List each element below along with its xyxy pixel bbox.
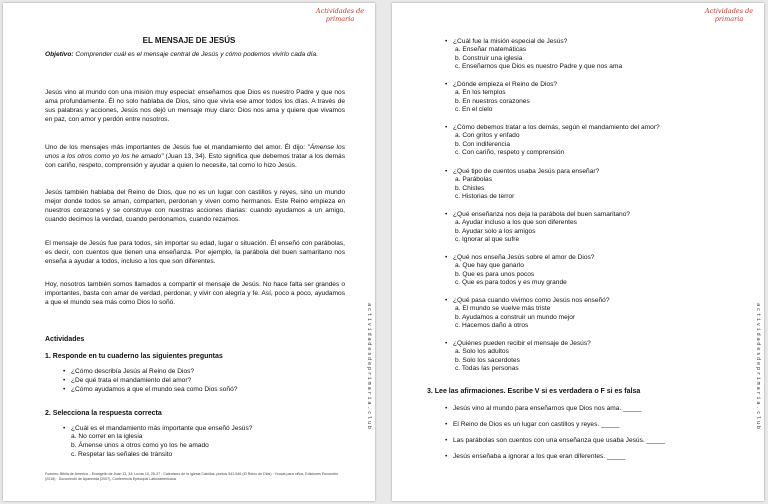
quiz-question: [453, 38, 622, 72]
answer-option: c. Enseñarnos que Dios es nuestro Padre y que nos ama: [455, 63, 623, 71]
watermark-text: actividadesdeprimaria.club: [366, 303, 372, 431]
watermark-text: actividadesdeprimaria.club: [755, 303, 761, 431]
answer-option: c. En el cielo: [455, 106, 493, 114]
question-text: • ¿Quiénes pueden recibir el mensaje de Jesús?: [453, 340, 591, 348]
brand-badge: Actividades de primaria: [704, 7, 754, 23]
site-watermark: [754, 303, 762, 493]
answer-option: c. Todas las personas: [455, 365, 519, 373]
answer-option: b. Con indiferencia: [455, 140, 510, 148]
quiz-question: [453, 254, 594, 288]
answer-option: a. El mundo se vuelve más triste: [455, 305, 551, 313]
question-text: • ¿Cuál fue la misión especial de Jesús?: [453, 38, 622, 46]
activities-heading: Actividades: [45, 336, 85, 343]
quiz-question: [453, 168, 599, 202]
brand-badge: Actividades de primaria: [315, 7, 365, 23]
answer-option: a. No correr en la iglesia: [71, 433, 143, 440]
answer-option: b. En nuestros corazones: [455, 97, 530, 105]
question-text: • ¿Qué nos enseña Jesús sobre el amor de Dios?: [453, 254, 594, 262]
section-1-heading: 1. Responde en tu cuaderno las siguientes preguntas: [45, 353, 223, 360]
answer-option: a. Parábolas: [455, 176, 493, 184]
quiz-question: [453, 124, 660, 158]
sources-footnote: Fuentes: Biblia de América – Evangelio de Juan 13, 34; Lucas 10, 25-37 · Catecismo de la Iglesia Católica, puntos 541-546 (El Reino de Dios) · Youcat para niños, Ediciones Encuentro (2018) · Documento de Aparecida (2007), Conferencia Episcopal Latinoamericana: [45, 472, 339, 481]
answer-option: b. Que es para unos pocos: [455, 270, 535, 278]
open-question: • ¿Cómo describía Jesús al Reino de Dios?: [71, 367, 237, 376]
paragraph-2: [45, 143, 345, 170]
answer-option: b. Ámense unos a otros como yo los he amado: [71, 442, 209, 449]
section-2-heading: 2. Selecciona la respuesta correcta: [45, 410, 162, 417]
quiz-question: [453, 211, 630, 245]
worksheet-page-2: [392, 3, 764, 501]
worksheet-page-1: [3, 3, 375, 501]
true-false-statement: • El Reino de Dios es un lugar con castillos y reyes. _____: [453, 421, 619, 429]
paragraph-2-start: Uno de los mensajes más importantes de Jesús fue el mandamiento del amor. Él dijo:: [45, 144, 308, 151]
open-question: • ¿De qué trata el mandamiento del amor?: [71, 376, 237, 385]
answer-option: a. Enseñar matemáticas: [455, 46, 527, 54]
answer-option: a. Con gritos y enfado: [455, 132, 520, 140]
question-text: • ¿Qué tipo de cuentos usaba Jesús para enseñar?: [453, 168, 599, 176]
paragraph-2-end: (Juan 13, 34). Esto significa que debemos tratar a los demás con cariño, respeto, comprensión y ayudar a quien lo necesite, tal como lo hizo Jesús.: [45, 153, 346, 169]
answer-option: c. Hacemos daño a otros: [455, 322, 529, 330]
answer-option: a. Ayudar incluso a los que son diferentes: [455, 219, 577, 227]
question-text: • ¿Dónde empieza el Reino de Dios?: [453, 81, 557, 89]
answer-option: b. Ayudamos a construir un mundo mejor: [455, 313, 576, 321]
quiz-question: [453, 297, 610, 331]
answer-option: c. Historias de terror: [455, 193, 515, 201]
objective-label: Objetivo:: [45, 51, 74, 58]
question-text: • ¿Cómo debemos tratar a los demás, según el mandamiento del amor?: [453, 124, 660, 132]
true-false-statement: • Jesús vino al mundo para enseñarnos que Dios nos ama. _____: [453, 405, 641, 413]
answer-option: a. Solo los adultos: [455, 348, 509, 356]
answer-option: a. En los templos: [455, 89, 506, 97]
question-text: • ¿Qué pasa cuando vivimos como Jesús nos enseñó?: [453, 297, 610, 305]
objective-text: Comprender cuál es el mensaje central de Jesús y cómo podemos vivirlo cada día.: [75, 51, 319, 58]
page-title: EL MENSAJE DE JESÚS: [142, 36, 236, 45]
true-false-statement: • Las parábolas son cuentos con una enseñanza que usaba Jesús. _____: [453, 437, 665, 445]
objective: [45, 51, 345, 60]
paragraph-3: Jesús también hablaba del Reino de Dios, que no es un lugar con castillos y reyes, sino un mundo mejor donde todos se aman, comparten, perdonan y viven como hermanos. Este Reino empieza en nuestros corazones y se construye con nuestras acciones diarias: cuando ayudamos a un amigo, cuando decimos la verdad, cuando perdonamos, cuando rezamos.: [45, 189, 345, 223]
question-text: • ¿Qué enseñanza nos deja la parábola del buen samaritano?: [453, 211, 630, 219]
answer-option: c. Que es para todos y es muy grande: [455, 279, 567, 287]
paragraph-5: Hoy, nosotros también somos llamados a compartir el mensaje de Jesús. No hace falta ser grandes o importantes, basta con amar de verdad, perdonar, y vivir con alegría y fe. Así, poco a poco, ayudamos a que el mundo sea más como Dios lo soñó.: [45, 281, 345, 306]
answer-option: c. Con cariño, respeto y comprensión: [455, 149, 565, 157]
section-1-list: [71, 367, 237, 394]
site-watermark: [365, 303, 373, 493]
answer-option: a. Que hay que ganarlo: [455, 262, 524, 270]
answer-option: b. Ayudar solo a los amigos: [455, 227, 536, 235]
true-false-statement: • Jesús enseñaba a ignorar a los que eran diferentes. _____: [453, 453, 625, 461]
section-2-first-question: [71, 424, 252, 433]
open-question: • ¿Cómo ayudamos a que el mundo sea como Dios soñó?: [71, 385, 237, 394]
paragraph-1: Jesús vino al mundo con una misión muy especial: enseñarnos que Dios es nuestro Padre y que nos ama profundamente. Él no solo hablaba de Dios, sino que vivía ese amor todos los días. A través de sus palabras y acciones, Jesús nos dejó un mensaje muy claro: Dios nos ama y quiere que vivamos en paz, con amor y perdón entre nosotros.: [45, 89, 345, 123]
paragraph-4: El mensaje de Jesús fue para todos, sin importar su edad, lugar o situación. Él enseñó con parábolas, es decir, con cuentos que tienen una enseñanza. Por ejemplo, la parábola del buen samaritano nos enseña a ayudar a todos, incluso a los que son diferentes.: [45, 240, 345, 265]
quiz-question: [453, 340, 591, 374]
section-3-heading: 3. Lee las afirmaciones. Escribe V si es verdadera o F si es falsa: [427, 388, 641, 395]
quiz-question: [453, 81, 557, 115]
answer-option: b. Solo los sacerdotes: [455, 356, 520, 364]
answer-option: b. Chistes: [455, 184, 485, 192]
answer-option: c. Ignorar al que sufre: [455, 236, 520, 244]
paragraph-2-quote: "Ámense los unos a los otros como yo los he amado": [45, 144, 345, 160]
answer-option: b. Construir una iglesia: [455, 54, 523, 62]
question-text: • ¿Cuál es el mandamiento más importante que enseñó Jesús?: [71, 424, 252, 433]
answer-option: c. Respetar las señales de tránsito: [71, 451, 173, 458]
